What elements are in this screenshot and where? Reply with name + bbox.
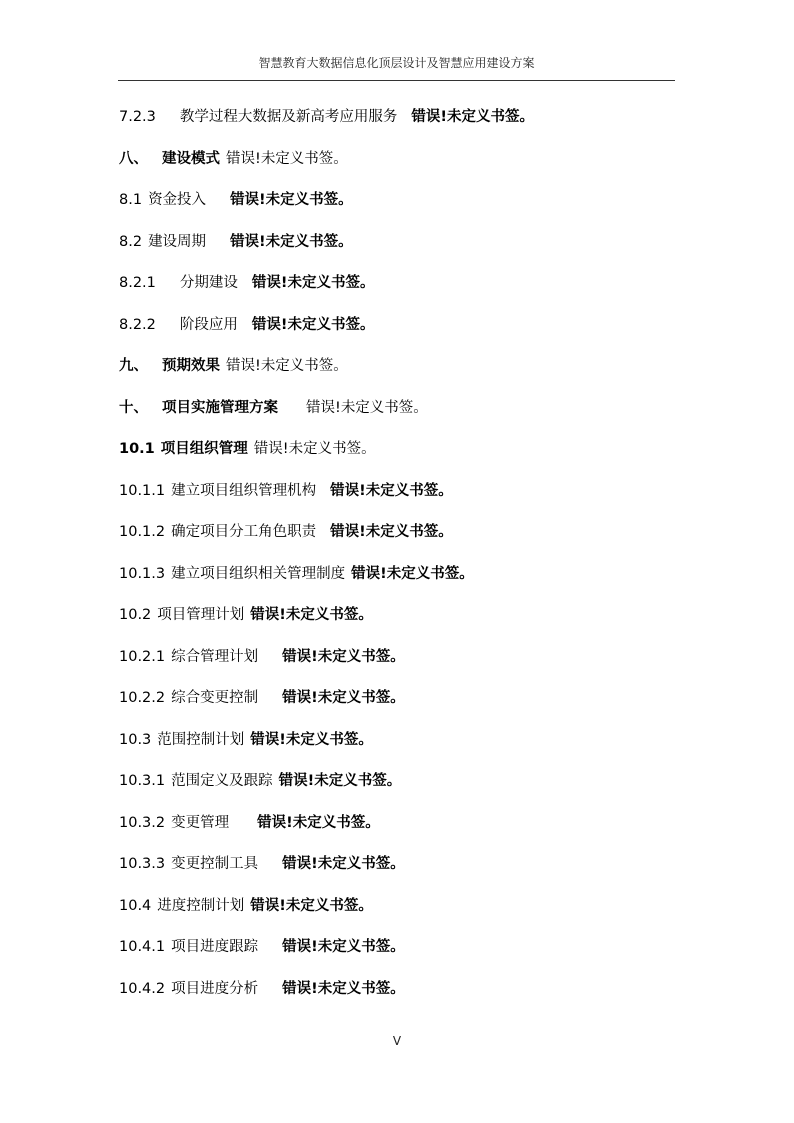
toc-entry-10[interactable] [119,398,679,440]
toc-entry-10-3-3[interactable] [119,854,679,896]
toc-number: 10.1 [119,441,155,457]
toc-entry-8-2-2[interactable] [119,315,679,357]
toc-error-text: 错误!未定义书签。 [251,275,375,291]
toc-error-text: 错误!未定义书签。 [250,607,373,623]
toc-entry-10-1[interactable] [119,439,679,481]
toc-entry-10-1-3[interactable] [119,564,679,606]
toc-entry-10-1-2[interactable] [119,522,679,564]
toc-number: 十、 [119,399,148,416]
toc-entry-10-3[interactable] [119,730,679,772]
toc-error-text: 错误!未定义书签。 [330,524,453,540]
toc-entry-8[interactable] [119,149,679,191]
toc-title: 分期建设 [179,275,238,291]
toc-error-text: 错误!未定义书签。 [278,773,402,789]
toc-number: 10.1.3 [119,565,166,582]
toc-number: 10.2 [119,607,152,623]
toc-title: 范围定义及跟踪 [171,773,273,789]
toc-number: 九、 [119,358,148,374]
toc-number: 7.2.3 [119,109,156,125]
toc-title: 综合变更控制 [171,690,259,706]
toc-error-text: 错误!未定义书签。 [411,109,535,125]
toc-title: 阶段应用 [179,316,238,333]
toc-error-text: 错误!未定义书签。 [282,980,405,997]
toc-error-text: 错误!未定义书签。 [250,731,373,748]
toc-error-text: 错误!未定义书签。 [251,316,375,333]
toc-entry-10-2-1[interactable] [119,647,679,689]
toc-number: 10.1.2 [119,524,166,540]
toc-title: 变更控制工具 [171,856,259,872]
toc-title: 预期效果 [162,358,220,374]
toc-error-text: 错误!未定义书签。 [282,690,405,706]
toc-title: 综合管理计划 [171,648,259,665]
toc-number: 10.4 [119,897,152,914]
toc-title: 确定项目分工角色职责 [171,524,317,540]
toc-entry-10-4-2[interactable] [119,979,679,1021]
toc-title: 建设模式 [162,150,220,167]
toc-number: 8.1 [119,192,143,208]
toc-entry-10-2[interactable] [119,605,679,647]
toc-number: 10.3.2 [119,814,166,831]
toc-number: 10.3.3 [119,856,166,872]
toc-entry-8-2[interactable] [119,232,679,274]
toc-title: 建立项目组织管理机构 [171,482,317,499]
toc-error-text: 错误!未定义书签。 [330,482,453,499]
toc-error-text: 错误!未定义书签。 [226,358,348,374]
toc-error-text: 错误!未定义书签。 [306,399,428,416]
toc-entry-10-1-1[interactable] [119,481,679,523]
toc-entry-10-3-2[interactable] [119,813,679,855]
toc-error-text: 错误!未定义书签。 [282,648,405,665]
toc-title: 项目管理计划 [157,607,245,623]
toc-number: 10.1.1 [119,482,166,499]
toc-error-text: 错误!未定义书签。 [230,192,353,208]
toc-number: 8.2 [119,233,143,250]
header-divider [118,80,675,81]
toc-number: 10.2.1 [119,648,166,665]
toc-entry-10-3-1[interactable] [119,771,679,813]
toc-number: 10.3 [119,731,152,748]
toc-error-text: 错误!未定义书签。 [282,939,405,955]
toc-title: 建立项目组织相关管理制度 [171,565,346,582]
toc-error-text: 错误!未定义书签。 [351,565,474,582]
toc-entry-10-4-1[interactable] [119,937,679,979]
toc-title: 项目组织管理 [160,441,248,457]
toc-error-text: 错误!未定义书签。 [230,233,353,250]
toc-number: 8.2.1 [119,275,156,291]
toc-number: 10.3.1 [119,773,166,789]
toc-number: 八、 [119,150,148,167]
toc-entry-10-2-2[interactable] [119,688,679,730]
toc-title: 项目进度分析 [171,980,259,997]
toc-error-text: 错误!未定义书签。 [250,897,373,914]
toc-number: 8.2.2 [119,316,156,333]
toc-title: 变更管理 [171,814,230,831]
toc-entry-8-2-1[interactable] [119,273,679,315]
toc-error-text: 错误!未定义书签。 [282,856,405,872]
toc-entry-9[interactable] [119,356,679,398]
toc-title: 项目进度跟踪 [171,939,259,955]
toc-error-text: 错误!未定义书签。 [226,150,348,167]
toc-number: 10.4.2 [119,980,166,997]
toc-title: 教学过程大数据及新高考应用服务 [179,109,398,125]
table-of-contents [119,107,679,1020]
toc-number: 10.4.1 [119,939,166,955]
toc-error-text: 错误!未定义书签。 [257,814,380,831]
toc-number: 10.2.2 [119,690,166,706]
toc-error-text: 错误!未定义书签。 [253,441,376,457]
toc-entry-7-2-3[interactable] [119,107,679,149]
toc-title: 进度控制计划 [157,897,245,914]
page-number: V [392,1034,402,1048]
toc-title: 范围控制计划 [157,731,245,748]
toc-entry-8-1[interactable] [119,190,679,232]
page-header: 智慧教育大数据信息化顶层设计及智慧应用建设方案 [258,56,535,70]
toc-title: 项目实施管理方案 [162,399,278,416]
toc-entry-10-4[interactable] [119,896,679,938]
toc-title: 资金投入 [148,192,207,208]
toc-title: 建设周期 [148,233,207,250]
